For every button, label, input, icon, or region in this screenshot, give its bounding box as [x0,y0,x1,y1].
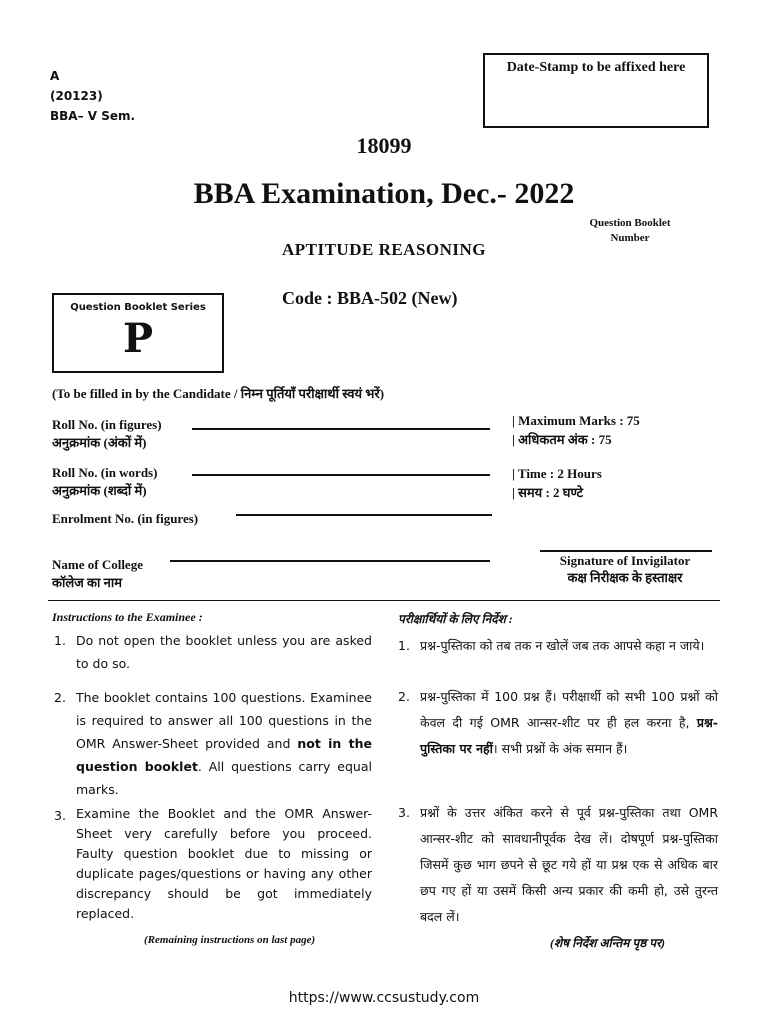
course-code: Code : BBA-502 (New) [282,288,458,308]
remaining-instructions-en: (Remaining instructions on last page) [144,934,316,946]
exam-title: BBA Examination, Dec.- 2022 [193,177,575,210]
instructions-heading-hi: परीक्षार्थियों के लिए निर्देश : [398,612,513,626]
instruction-text [76,686,372,801]
time-hi: | समय : 2 घण्टे [512,485,584,500]
roll-words-label-hi: अनुक्रमांक (शब्दों में) [52,483,147,498]
instruction-number: 3. [54,808,66,823]
roll-words-label-en: Roll No. (in words) [52,465,158,480]
booklet-series-value: P [122,315,154,362]
instruction-text [420,684,718,762]
instructions-english [52,610,372,625]
max-marks-en: | Maximum Marks : 75 [512,413,640,428]
date-stamp-box [483,53,709,128]
footer-url[interactable]: https://www.ccsustudy.com [288,990,480,1006]
instruction-en-1 [54,629,372,675]
instruction-number: 2. [398,689,410,704]
instruction-text: Do not open the booklet unless you are asked to do so. [76,633,372,671]
roll-figures-line[interactable] [192,428,490,430]
roll-words-line[interactable] [192,474,490,476]
instruction-text-part: . All questions carry equal marks. [76,759,372,797]
paper-code: (20123) [50,89,103,103]
instruction-number: 1. [54,633,66,648]
booklet-series-label: Question Booklet Series [70,302,206,313]
instruction-text-emphasis: प्रश्न-पुस्तिका पर नहीं [420,715,718,756]
instruction-number: 1. [398,638,410,653]
roll-figures-field [52,416,162,452]
instruction-text: प्रश्न-पुस्तिका को तब तक न खोलें जब तक आपसे कहा न जाये। [420,638,705,653]
instructions-hindi [398,610,718,627]
booklet-code: 18099 [356,133,412,158]
candidate-note: (To be filled in by the Candidate / निम्न पूर्तियाँ परीक्षार्थी स्वयं भरें) [52,386,385,401]
instruction-hi-2 [398,684,718,762]
college-label-hi: कॉलेज का नाम [52,575,123,590]
time-en: | Time : 2 Hours [512,466,602,481]
invigilator-label-hi: कक्ष निरीक्षक के हस्ताक्षर [567,570,683,585]
roll-figures-label-hi: अनुक्रमांक (अंकों में) [52,435,147,450]
invigilator-label-en: Signature of Invigilator [559,553,691,568]
paper-identifiers [50,66,135,126]
instruction-number: 3. [398,805,410,820]
instruction-text: Examine the Booklet and the OMR Answer-Sheet very carefully before you proceed. Faulty question booklet due to missing or duplicate pages/questions or having any other discrepancy should be got immediately replaced. [76,806,372,921]
invigilator-signature [535,552,715,586]
roll-words-field [52,464,157,500]
max-marks-hi: | अधिकतम अंक : 75 [512,432,612,447]
college-line[interactable] [170,560,490,562]
date-stamp-label: Date-Stamp to be affixed here [506,60,686,75]
instruction-text: प्रश्नों के उत्तर अंकित करने से पूर्व प्रश्न-पुस्तिका तथा OMR आन्सर-शीट को सावधानीपूर्वक देख लें। दोषपूर्ण प्रश्न-पुस्तिका जिसमें कुछ भाग छपने से छूट गये हों या प्रश्न एक से अधिक बार छप गए हों या उसमें किसी अन्य प्रकार की कमी हो, उसे तुरन्त बदल लें। [420,805,718,924]
time-allowed [512,464,602,502]
instruction-text-part: The booklet contains 100 questions. Examinee is required to answer all 100 questions in the OMR Answer-Sheet provided and [76,690,372,751]
enrolment-line[interactable] [236,514,492,516]
instruction-text-part: । सभी प्रश्नों के अंक समान हैं। [492,741,628,756]
course-label: BBA– V Sem. [50,109,136,123]
enrolment-label: Enrolment No. (in figures) [52,511,199,526]
instruction-en-2 [54,686,372,801]
instruction-text-emphasis: not in the question booklet [76,736,372,774]
remaining-instructions-hi: (शेष निर्देश अन्तिम पृष्ठ पर) [550,936,665,950]
maximum-marks [512,411,640,449]
instructions-heading-en: Instructions to the Examinee : [52,610,203,624]
question-booklet-number-label: Question Booklet Number [589,217,671,244]
instruction-hi-1 [398,633,718,659]
instruction-text-part: प्रश्न-पुस्तिका में 100 प्रश्न हैं। परीक्षार्थी को सभी 100 प्रश्नों को केवल दी गई OMR आन्सर-शीट पर ही हल करना है, [420,689,718,730]
roll-figures-label-en: Roll No. (in figures) [52,417,162,432]
subject-title: APTITUDE REASONING [281,240,487,259]
instruction-hi-3 [398,800,718,930]
booklet-series-box [52,293,224,373]
college-label-en: Name of College [52,557,143,572]
instruction-en-3 [54,804,372,924]
instruction-number: 2. [54,690,66,705]
college-field [52,556,143,592]
section-divider [48,600,720,601]
set-label: A [50,69,60,83]
